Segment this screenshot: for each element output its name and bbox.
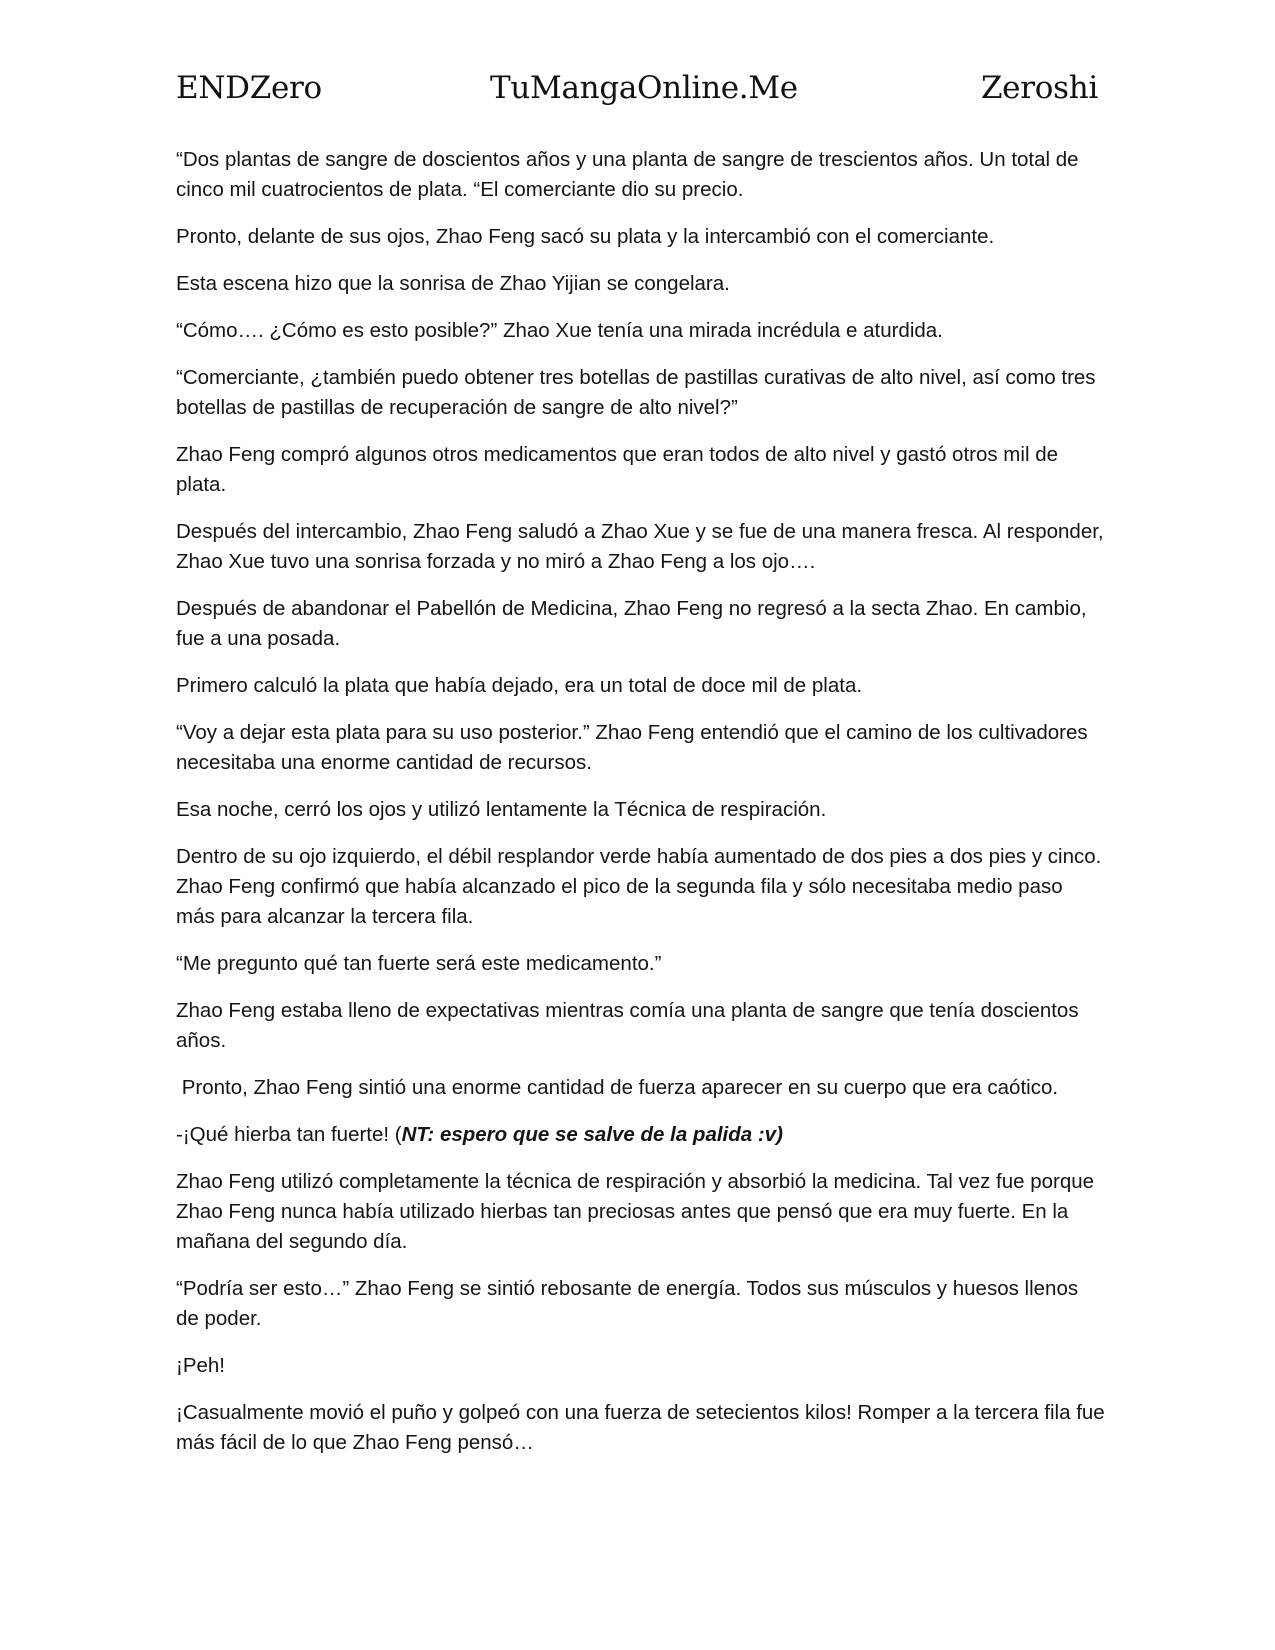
paragraph-10: “Voy a dejar esta plata para su uso posterior.” Zhao Feng entendió que el camino de los cultivadores necesitaba una enorme cantidad de recursos.	[176, 721, 1088, 774]
translator-note: NT: espero que se salve de la palida :v)	[401, 1123, 783, 1146]
paragraph-12: Dentro de su ojo izquierdo, el débil resplandor verde había aumentado de dos pies a dos pies y cinco. Zhao Feng confirmó que había alcanzado el pico de la segunda fila y sólo necesitaba medio paso más para alcanzar la tercera fila.	[176, 845, 1102, 928]
paragraph-3: Esta escena hizo que la sonrisa de Zhao Yijian se congelara.	[176, 272, 730, 295]
paragraph-19: ¡Casualmente movió el puño y golpeó con una fuerza de setecientos kilos! Romper a la tercera fila fue más fácil de lo que Zhao Feng pensó…	[176, 1401, 1105, 1454]
paragraph-14: Zhao Feng estaba lleno de expectativas mientras comía una planta de sangre que tenía doscientos años.	[176, 999, 1079, 1052]
paragraph-13: “Me pregunto qué tan fuerte será este medicamento.”	[176, 952, 662, 975]
paragraph-8: Después de abandonar el Pabellón de Medicina, Zhao Feng no regresó a la secta Zhao. En cambio, fue a una posada.	[176, 597, 1087, 650]
paragraph-exclamation	[176, 1120, 1106, 1150]
paragraph-17: “Podría ser esto…” Zhao Feng se sintió rebosante de energía. Todos sus músculos y huesos llenos de poder.	[176, 1277, 1079, 1330]
exclamation-text: -¡Qué hierba tan fuerte! (	[176, 1123, 402, 1146]
header-translator: ENDZero	[176, 70, 322, 106]
paragraph-6: Zhao Feng compró algunos otros medicamentos que eran todos de alto nivel y gastó otros mil de plata.	[176, 443, 1058, 496]
paragraph-4: “Cómo…. ¿Cómo es esto posible?” Zhao Xue tenía una mirada incrédula e aturdida.	[176, 319, 943, 342]
paragraph-16: Zhao Feng utilizó completamente la técnica de respiración y absorbió la medicina. Tal vez fue porque Zhao Feng nunca había utilizado hierbas tan preciosas antes que pensó que era muy fuerte. En la mañana del segundo día.	[176, 1170, 1095, 1253]
paragraph-1: “Dos plantas de sangre de doscientos años y una planta de sangre de trescientos años. Un total de cinco mil cuatrocientos de plata. “El comerciante dio su precio.	[176, 148, 1079, 201]
header-editor: Zeroshi	[980, 70, 1098, 106]
paragraph-7: Después del intercambio, Zhao Feng saludó a Zhao Xue y se fue de una manera fresca. Al responder, Zhao Xue tuvo una sonrisa forzada y no miró a Zhao Feng a los ojo….	[176, 520, 1104, 573]
paragraph-2: Pronto, delante de sus ojos, Zhao Feng sacó su plata y la intercambió con el comerciante.	[176, 225, 995, 248]
paragraph-15: Pronto, Zhao Feng sintió una enorme cantidad de fuerza aparecer en su cuerpo que era caótico.	[176, 1076, 1059, 1099]
paragraph-11: Esa noche, cerró los ojos y utilizó lentamente la Técnica de respiración.	[176, 798, 827, 821]
page-header	[176, 70, 1098, 120]
paragraph-18: ¡Peh!	[176, 1354, 225, 1377]
paragraph-9: Primero calculó la plata que había dejado, era un total de doce mil de plata.	[176, 674, 863, 697]
chapter-body	[176, 145, 1106, 1475]
paragraph-5: “Comerciante, ¿también puedo obtener tres botellas de pastillas curativas de alto nivel, así como tres botellas de pastillas de recuperación de sangre de alto nivel?”	[176, 366, 1096, 419]
header-site: TuMangaOnline.Me	[490, 70, 798, 106]
